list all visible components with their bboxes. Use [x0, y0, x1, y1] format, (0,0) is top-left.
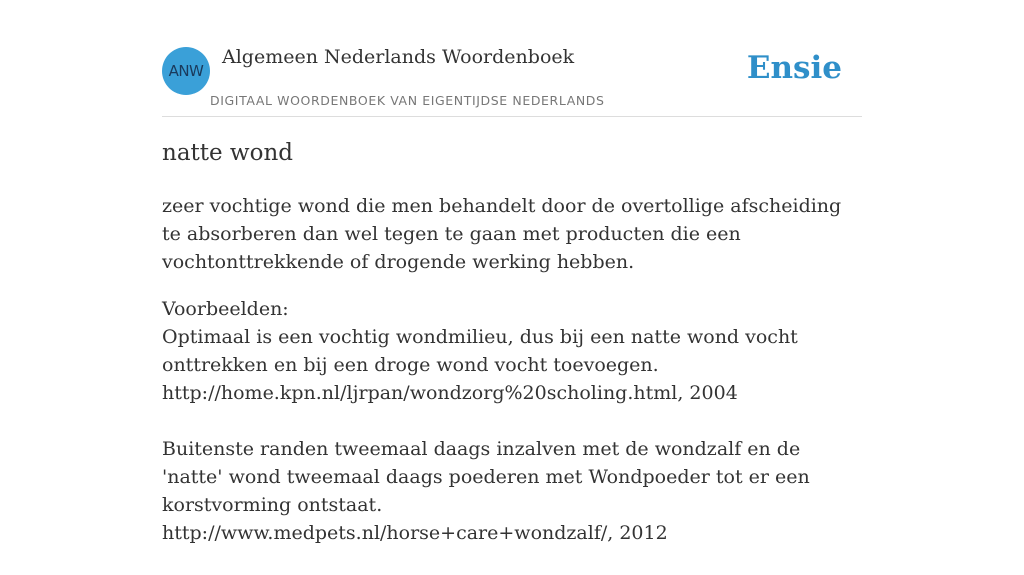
- dictionary-subtitle: DIGITAAL WOORDENBOEK VAN EIGENTIJDSE NEDERLANDS: [210, 93, 605, 108]
- dictionary-title[interactable]: Algemeen Nederlands Woordenboek: [222, 46, 575, 68]
- examples-section: [162, 295, 862, 575]
- entry-term: natte wond: [162, 140, 294, 166]
- ensie-logo[interactable]: Ensie: [746, 50, 842, 86]
- entry-definition: zeer vochtige wond die men behandelt door de overtollige afscheiding te absorberen dan wel tegen te gaan met producten die een vochtonttrekkende of drogende werking hebben.: [162, 195, 842, 273]
- example-item: [162, 323, 862, 407]
- example-source: http://home.kpn.nl/ljrpan/wondzorg%20scholing.html, 2004: [162, 382, 738, 404]
- entry-card: [162, 0, 862, 544]
- example-text: Optimaal is een vochtig wondmilieu, dus bij een natte wond vocht onttrekken en bij een droge wond vocht toevoegen.: [162, 326, 798, 376]
- page-header: [162, 0, 862, 117]
- example-text: Buitenste randen tweemaal daags inzalven met de wondzalf en de 'natte' wond tweemaal daags poederen met Wondpoeder tot er een korstvorming ontstaat.: [162, 438, 810, 516]
- examples-label: Voorbeelden:: [162, 298, 289, 320]
- example-item: [162, 435, 862, 547]
- example-source: http://www.medpets.nl/horse+care+wondzalf/, 2012: [162, 522, 668, 544]
- anw-logo[interactable]: ANW: [162, 47, 210, 95]
